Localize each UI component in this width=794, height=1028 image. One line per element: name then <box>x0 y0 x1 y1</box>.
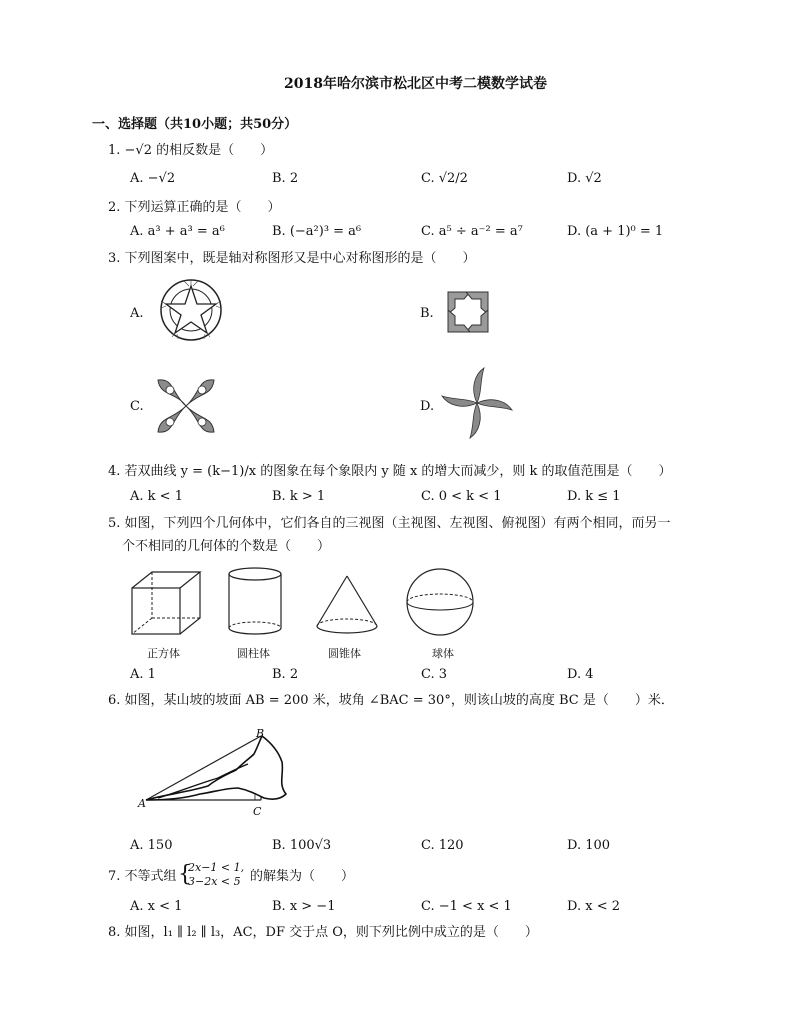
q5-option-d[interactable]: D. 4 <box>567 667 594 682</box>
cylinder-caption: 圆柱体 <box>237 647 270 660</box>
star-circle-figure <box>156 278 226 342</box>
q5-option-c[interactable]: C. 3 <box>421 667 448 682</box>
q6-option-b[interactable]: B. 100√3 <box>272 838 332 853</box>
cylinder-figure <box>226 566 284 638</box>
cube-caption: 正方体 <box>147 647 180 660</box>
slope-label-c: C <box>253 805 262 818</box>
slope-figure <box>138 728 298 820</box>
swirl-blade-figure <box>440 366 514 440</box>
pinwheel-squares-figure <box>444 288 492 336</box>
cube-figure <box>130 570 210 636</box>
q3-option-b[interactable]: B. <box>420 306 434 321</box>
q6-option-c[interactable]: C. 120 <box>421 838 464 853</box>
q6-option-d[interactable]: D. 100 <box>567 838 611 853</box>
q3-option-a[interactable]: A. <box>130 306 144 321</box>
cone-caption: 圆锥体 <box>328 647 361 660</box>
q4-option-c[interactable]: C. 0 < k < 1 <box>421 489 502 504</box>
q2-option-d[interactable]: D. (a + 1)⁰ = 1 <box>567 224 664 239</box>
q7-system-line1: 2x−1 < 1, <box>188 861 245 874</box>
q2-option-c[interactable]: C. a⁵ ÷ a⁻² = a⁷ <box>421 224 523 239</box>
q1-option-b[interactable]: B. 2 <box>272 171 299 186</box>
q2-stem: 2. 下列运算正确的是（ ） <box>108 200 281 215</box>
q4-option-a[interactable]: A. k < 1 <box>130 489 183 504</box>
q7-option-b[interactable]: B. x > −1 <box>272 899 336 914</box>
slope-label-b: B <box>256 727 265 740</box>
q1-option-c[interactable]: C. √2/2 <box>421 171 468 186</box>
q4-option-d[interactable]: D. k ≤ 1 <box>567 489 621 504</box>
q1-stem: 1. −√2 的相反数是（ ） <box>108 143 274 158</box>
q7-system-line2: 3−2x < 5 <box>188 875 241 888</box>
four-petal-figure <box>154 374 218 438</box>
q2-option-a[interactable]: A. a³ + a³ = a⁶ <box>130 224 225 239</box>
q7-stem-prefix: 7. 不等式组 <box>108 869 177 884</box>
cone-figure <box>314 574 380 636</box>
q5-stem-line1: 5. 如图，下列四个几何体中，它们各自的三视图（主视图、左视图、俯视图）有两个相同，而另一 <box>108 516 671 531</box>
q1-option-a[interactable]: A. −√2 <box>130 171 176 186</box>
q4-stem: 4. 若双曲线 y = (k−1)/x 的图象在每个象限内 y 随 x 的增大而减少，则 k 的取值范围是（ ） <box>108 464 672 479</box>
q3-option-c[interactable]: C. <box>130 399 144 414</box>
q7-stem-suffix: 的解集为（ ） <box>250 869 355 884</box>
q4-option-b[interactable]: B. k > 1 <box>272 489 326 504</box>
q5-option-b[interactable]: B. 2 <box>272 667 299 682</box>
q1-option-d[interactable]: D. √2 <box>567 171 602 186</box>
brace-symbol: { <box>178 862 192 887</box>
sphere-caption: 球体 <box>432 647 454 660</box>
section-heading: 一、选择题（共10小题；共50分） <box>92 117 298 132</box>
q8-stem: 8. 如图，l₁ ∥ l₂ ∥ l₃，AC，DF 交于点 O，则下列比例中成立的是（ ） <box>108 925 538 940</box>
q7-option-c[interactable]: C. −1 < x < 1 <box>421 899 512 914</box>
q7-option-a[interactable]: A. x < 1 <box>130 899 183 914</box>
q7-option-d[interactable]: D. x < 2 <box>567 899 620 914</box>
q3-stem: 3. 下列图案中，既是轴对称图形又是中心对称图形的是（ ） <box>108 251 476 266</box>
q5-option-a[interactable]: A. 1 <box>130 667 156 682</box>
page-title: 2018年哈尔滨市松北区中考二模数学试卷 <box>284 76 547 92</box>
q3-option-d[interactable]: D. <box>420 399 435 414</box>
sphere-figure <box>404 566 476 638</box>
q5-stem-line2: 个不相同的几何体的个数是（ ） <box>122 539 331 554</box>
slope-label-a: A <box>138 797 146 810</box>
q6-option-a[interactable]: A. 150 <box>130 838 173 853</box>
q2-option-b[interactable]: B. (−a²)³ = a⁶ <box>272 224 362 239</box>
q6-stem: 6. 如图，某山坡的坡面 AB = 200 米，坡角 ∠BAC = 30°，则该山坡的高度 BC 是（ ）米． <box>108 693 674 708</box>
